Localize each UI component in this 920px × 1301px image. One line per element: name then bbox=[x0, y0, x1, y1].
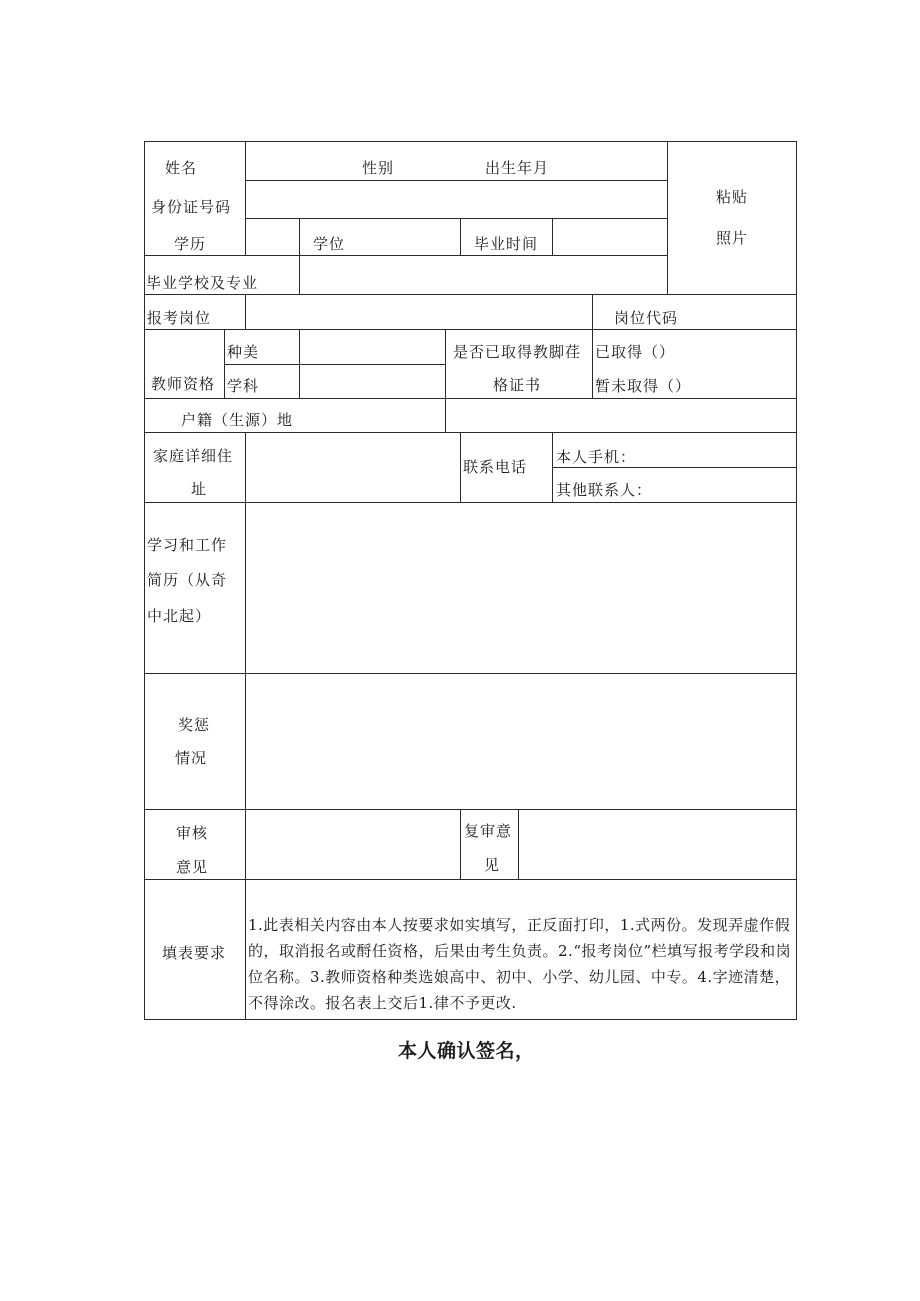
rule bbox=[552, 218, 553, 255]
review-label: 审核 bbox=[176, 824, 209, 842]
other-contact-label: 其他联系人： bbox=[556, 481, 653, 499]
resume-label: 中北起） bbox=[147, 607, 212, 625]
name-label: 姓名 bbox=[165, 159, 198, 177]
qualification-type-label: 种美 bbox=[227, 343, 260, 361]
photo-label: 照片 bbox=[716, 229, 749, 247]
birth-date-label: 出生年月 bbox=[485, 159, 550, 177]
signature-confirmation: 本人确认签名， bbox=[398, 1040, 535, 1062]
rule bbox=[460, 432, 461, 502]
own-phone-label: 本人手机： bbox=[556, 448, 637, 466]
address-label: 址 bbox=[191, 480, 208, 498]
resume-label: 学习和工作 bbox=[147, 536, 228, 554]
rule bbox=[144, 255, 667, 256]
hukou-label: 户籍（生源）地 bbox=[181, 411, 294, 429]
rule bbox=[144, 879, 797, 880]
review-label: 意见 bbox=[176, 858, 209, 876]
certificate-not-obtained-option: 暂未取得（） bbox=[595, 377, 692, 395]
contact-phone-label: 联系电话 bbox=[463, 458, 528, 476]
awards-label: 情况 bbox=[175, 749, 208, 767]
rule bbox=[460, 809, 461, 879]
rule bbox=[592, 294, 593, 398]
fill-requirements-label: 填表要求 bbox=[162, 944, 227, 962]
rule bbox=[245, 432, 246, 1019]
rule bbox=[299, 218, 300, 294]
rule bbox=[144, 329, 797, 330]
teacher-qualification-label: 教师资格 bbox=[151, 375, 216, 393]
photo-label: 粘贴 bbox=[716, 188, 749, 206]
rule-bottom bbox=[144, 1019, 797, 1020]
rule bbox=[667, 141, 668, 294]
rule bbox=[245, 218, 667, 219]
resume-label: 简历（从奇 bbox=[147, 571, 228, 589]
graduation-time-label: 毕业时间 bbox=[474, 235, 539, 253]
rule bbox=[245, 294, 246, 329]
rule bbox=[552, 467, 797, 468]
rule bbox=[144, 432, 797, 433]
rule bbox=[144, 398, 797, 399]
rule bbox=[224, 329, 225, 398]
rule bbox=[144, 673, 797, 674]
certificate-question-label: 是否已取得教脚荏 bbox=[453, 343, 582, 361]
education-label: 学历 bbox=[174, 235, 207, 253]
fill-requirements-text: 1.此表相关内容由本人按要求如实填写，正反面打印，1.式两份。发现弄虚作假的，取消报名或酹任资格，后果由考生负责。2.“报考岗位”栏填写报考学段和岗位名称。3.教师资格种类选娘高中、初中、小学、幼儿园、中专。4.字迹清楚，不得涂改。报名表上交后1.律不予更改. bbox=[248, 916, 792, 1012]
rule bbox=[144, 294, 797, 295]
rule bbox=[552, 432, 553, 502]
rule-left bbox=[144, 141, 145, 1020]
rule bbox=[460, 218, 461, 255]
certificate-obtained-option: 已取得（） bbox=[595, 343, 676, 361]
apply-post-label: 报考岗位 bbox=[147, 309, 212, 327]
qualification-subject-label: 学科 bbox=[227, 377, 260, 395]
school-major-label: 毕业学校及专业 bbox=[146, 274, 259, 292]
rule bbox=[518, 809, 519, 879]
post-code-label: 岗位代码 bbox=[614, 309, 679, 327]
rule bbox=[245, 180, 667, 181]
rule-right bbox=[796, 141, 797, 1020]
rule bbox=[224, 364, 445, 365]
rule bbox=[445, 329, 446, 432]
rule bbox=[299, 329, 300, 398]
address-label: 家庭详细住 bbox=[153, 447, 234, 465]
gender-label: 性别 bbox=[362, 159, 395, 177]
certificate-question-label: 格证书 bbox=[493, 376, 542, 394]
rule bbox=[144, 809, 797, 810]
awards-label: 奖惩 bbox=[178, 716, 211, 734]
recheck-label: 见 bbox=[484, 856, 501, 874]
rule-top bbox=[144, 141, 797, 142]
rule bbox=[245, 141, 246, 255]
id-number-label: 身份证号码 bbox=[151, 198, 232, 216]
degree-label: 学位 bbox=[313, 235, 346, 253]
recheck-label: 复审意 bbox=[464, 822, 513, 840]
rule bbox=[144, 502, 797, 503]
